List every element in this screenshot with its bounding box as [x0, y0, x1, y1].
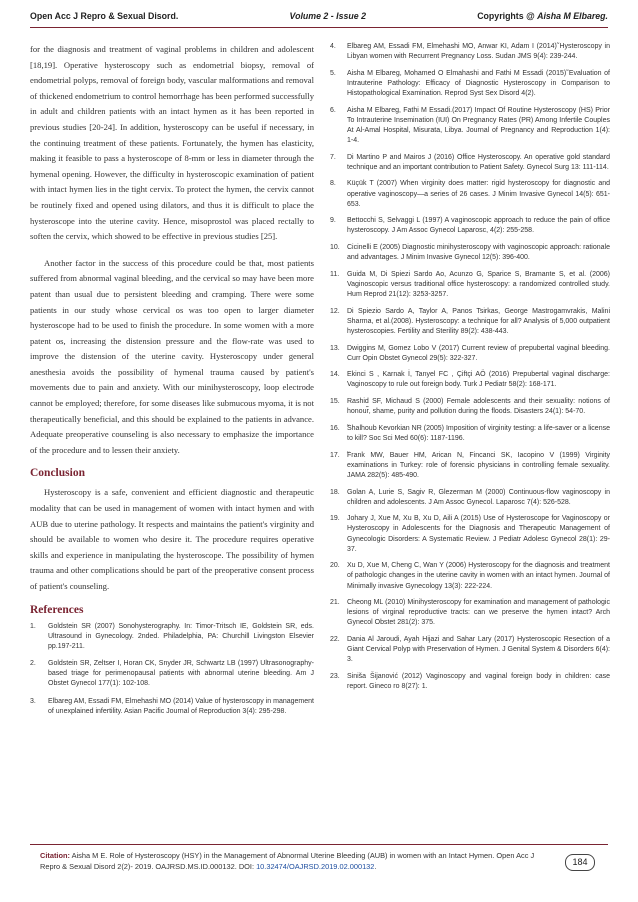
reference-text: Cheong ML (2010) Minihysteroscopy for examination and management of pathologic lesions of virginal reproductive tracts: can we preserve the hymen intact? Arch Gynecol Obstet 281(2): 375. [347, 599, 610, 627]
reference-number: 10. [330, 244, 340, 252]
reference-item [330, 635, 610, 665]
body-paragraph-2: Another factor in the success of this procedure could be that, most patients suffered from abnormal vaginal bleeding, and the cervical so may have been more patent than usual due to persistent bleeding and cramping. There were some patients in our study whose cervical os was too open to larger diameter hysteroscope had to be used to finish the procedure. In some women with a more patent os, increasing the distension pressure and the flow-rate was used to improve the distension of the uterine cavity. Hysteroscopy under general anesthesia avoids the possibility of hymenal trauma caused by patient's movements due to pain and anxiety. With our minihysteroscopy, loop electrode cannot be employed; therefore, for some diseases like submucous myoma, it is not therapeutically beneficial, and this should be explained to the patients in advance. Adequate preoperative counseling is also necessary to emphasize the importance of the procedure and to lessen their anxiety. [30, 257, 314, 455]
reference-number: 2. [30, 660, 36, 668]
reference-text: Goldstein SR, Zeltser I, Horan CK, Snyder JR, Schwartz LB (1997) Ultrasonography-based triage for perimenopausal patients with abnormal uterine bleeding. Am J Obstet Gynecol 177(1): 102-108. [48, 660, 314, 688]
reference-text: Cicinelli E (2005) Diagnostic minihysteroscopy with vaginoscopic approach: rationale and advantages. J Minim Invasive Gynecol 12(5): 396-400. [347, 244, 610, 262]
copyright-author: Aisha M Elbareg. [537, 11, 608, 21]
reference-number: 13. [330, 344, 340, 352]
reference-item [330, 397, 610, 417]
reference-number: 11. [330, 270, 340, 278]
citation-text: Aisha M E. Role of Hysteroscopy (HSY) in the Management of Abnormal Uterine Bleeding (AUB) in women with an Intact Hymen. Open Acc J Repro & Sexual Disord 2(2)- 2019. OAJRSD.MS.ID.000132. DOI: [40, 851, 535, 871]
reference-text: Elbareg AM, Essadi FM, Elmehashi MO, Anwar KI, Adam I (2014)̃ Hysteroscopy in Libyan women with Recurrent Pregnancy Loss. Sudan JMS 9(4): 239-244. [347, 43, 610, 61]
reference-list-left [30, 622, 314, 718]
reference-number: 22. [330, 636, 340, 644]
reference-item [330, 561, 610, 591]
reference-item [330, 598, 610, 628]
page-header [30, 8, 608, 24]
copyright [477, 11, 608, 21]
references-heading: References [30, 603, 84, 616]
reference-text: Rashid SF, Michaud S (2000) Female adolescents and their sexuality: notions of honour̃, shame, purity and pollution during the floods. Disasters 24(1): 54-70. [347, 398, 610, 416]
conclusion-heading: Conclusion [30, 467, 85, 480]
citation-label: Citation: [40, 851, 70, 860]
right-column [330, 42, 610, 699]
reference-text: Siniša Šijanović (2012) Vaginoscopy and vaginal foreign body in children: case report. Gineco ro 8(27): 1. [347, 672, 610, 691]
reference-number: 14. [330, 371, 340, 379]
reference-item [330, 42, 610, 62]
reference-item [30, 622, 314, 652]
reference-item [330, 424, 610, 444]
reference-item [30, 697, 314, 717]
reference-text: Aisha M Elbareg, Mohamed O Elmahashi and Fathi M Essadi (2015)̃ Evaluation of Intrauterine Pathology: Efficacy of Diagnostic Hysteroscopy in Comparison to Histopathological Examination. Reprod Syst Sex Disord 4(2). [347, 69, 610, 97]
reference-number: 9. [330, 217, 336, 225]
reference-number: 6. [330, 106, 336, 114]
reference-item [330, 344, 610, 364]
body-paragraph-1: for the diagnosis and treatment of vaginal problems in children and adolescent [18,19]. Operative hysteroscopy such as endometrial biopsy, removal of endometrial polyps, removal of foreign body, vascular malformations and removal of thickened endometrium to control hemorrhage has been performed successfully in adult and children patients with an intact hymen as it has been reported in previous studies [20-24]. In addition, hysteroscopy can be useful if necessary, in the continuing treatment of these patients. Fortunately, the hymen has elasticity, making it feasible to pass a hysteroscope of 8-mm or less in diameter through the hymenal opening. However, the difficulty in hysteroscopic examination of patient with intact hymen lies in the tight cervix. To protect the hymen, the cervix cannot be routinely fixed and opened using dilators, and thus it is difficult to place the hysteroscope into the uterine cavity. Hence, misoprostol was placed rectally to soften the cervix, which showed to be effective in previous studies [25]. [30, 44, 314, 242]
reference-item [330, 488, 610, 508]
reference-text: ̃Shalhoub Kevorkian NR (2005) Imposition of virginity testing: a life-saver or a license to kill? Soc Sci Med 60(6): 1187-1196. [347, 424, 610, 443]
reference-text: Dwiggins M, Gomez Lobo V (2017) Current review of prepubertal vaginal bleeding. Curr Opin Obstet Gynecol 29(5): 322-327. [347, 344, 610, 362]
reference-number: 23. [330, 672, 340, 680]
reference-text: Goldstein SR (2007) Sonohysterography. In: Timor-Tritsch IE, Goldstein SR, eds. Ultrasound in Gynecology. 2nded. Philadelphia, PA: Churchill Livingston Elsevier pp.197-211. [48, 622, 314, 650]
page-number: 184 [565, 854, 595, 871]
header-divider [30, 27, 608, 28]
reference-item [330, 307, 610, 337]
reference-item [330, 672, 610, 692]
volume-issue: Volume 2 - Issue 2 [289, 11, 366, 21]
reference-text: Johary J, Xue M, Xu B, Xu D, Aili A (2015) Use of Hysteroscope for Vaginoscopy or Hysteroscopy in Adolescents for the Diagnosis and Therapeutic Management of Gynecologic Disorders: A Systematic Review. J Pediatr Adolesc Gynecol 28(1): 29-37. [347, 515, 610, 553]
reference-item [330, 370, 610, 390]
reference-number: 20. [330, 562, 340, 570]
reference-item [330, 153, 610, 173]
footer-divider [30, 844, 608, 845]
citation-block [40, 850, 540, 872]
reference-number: 5. [330, 69, 336, 77]
reference-number: 4. [330, 43, 336, 50]
reference-item [330, 106, 610, 146]
reference-number: 15. [330, 398, 340, 406]
reference-number: 7. [330, 153, 336, 161]
reference-number: 21. [330, 599, 340, 607]
reference-number: 17. [330, 451, 340, 459]
citation-suffix: . [374, 862, 377, 871]
reference-text: Dania Al Jaroudi, Ayah Hijazi and Sahar Lary (2017) Hysteroscopic Resection of a Giant Cervical Polyp with Preservation of Hymen. J Genital System & Disorders 6(4): 3. [347, 636, 610, 664]
reference-list-right [330, 42, 610, 692]
reference-text: Golan A, Lurie S, Sagiv R, Glezerman M (2000) Continuous-flow vaginoscopy in children and adolescents. J Am Assoc Gynecol. Laparosc 7(4): 526-528. [347, 488, 610, 506]
reference-item [330, 179, 610, 209]
reference-item [330, 514, 610, 554]
reference-text: Elbareg AM, Essadi FM, Elmehashi MO (2014) Value of hysteroscopy in management of unexplained infertility. Asian Pacific Journal of Reproduction 3(4): 295-298. [48, 697, 314, 716]
reference-number: 19. [330, 515, 340, 523]
reference-item [330, 270, 610, 300]
reference-number: 1. [30, 622, 36, 630]
reference-number: 3. [30, 697, 36, 705]
reference-item [330, 69, 610, 99]
reference-number: 8. [330, 180, 336, 188]
conclusion-paragraph: Hysteroscopy is a safe, convenient and efficient diagnostic and therapeutic modality that can be used in management of women with intact hymen and with AUB due to uterine pathology. It respects and maintains the patient's virginity and should be available to women who desire it. The procedure requires operative skills and experience in manipulating the hysteroscope. The possibility of hymen trauma and other complications should be part of the preoperative consent process of patient's counseling. [30, 487, 314, 591]
reference-number: 18. [330, 488, 340, 496]
reference-text: Bettocchi S, Selvaggi L (1997) A vaginoscopic approach to reduce the pain of office hysteroscopy. J Am Assoc Gynecol Laparosc, 4(2): 255-258. [347, 217, 610, 235]
left-column [30, 42, 314, 725]
reference-item [330, 451, 610, 481]
reference-text: Küçük T (2007) When virginity does matter: rigid hysteroscopy for diagnostic and operative vaginoscopy—a series of 26 cases. J Minim Invasive Gynecol 14(5): 651-653. [347, 180, 610, 208]
reference-number: 12. [330, 307, 340, 315]
reference-text: Guida M, Di Spiezi Sardo Ao, Acunzo G, Sparice S, Bramante S, et al. (2006) Vaginoscopic versus traditional office hysteroscopy: a randomized controlled study. Hum Reprod 21(12): 3253-3257. [347, 270, 610, 299]
reference-text: ̃Frank MW, Bauer HM, Arican N, Fincanci SK, Iacopino V (1999) Virginity examinations in Turkey: role of forensic physicians in controlling female sexuality. JAMA 282(5): 485-490. [347, 451, 610, 479]
copyright-prefix: Copyrights @ [477, 11, 538, 21]
reference-text: Di Spiezio Sardo A, Taylor A, Panos Tsirkas, George Mastrogamvrakis, Malini Sharma, et al.(2008). Hysteroscopy: a technique for all? Analysis of 5,000 outpatient hysteroscopies. Fertility and Sterility 89(2): 438-443. [347, 307, 610, 335]
reference-text: Xu D, Xue M, Cheng C, Wan Y (2006) Hysteroscopy for the diagnosis and treatment of pathologic changes in the uterine cavity in women with an intact hymen. Journal of Minimally invasive Gynecology 13(3): 222-224. [347, 562, 610, 590]
reference-item [330, 243, 610, 263]
reference-item [330, 216, 610, 236]
reference-item [30, 659, 314, 689]
journal-name: Open Acc J Repro & Sexual Disord. [30, 11, 179, 21]
reference-text: Di Martino P and Mairos J (2016) Office Hysteroscopy. An operative gold standard technique and an important contribution to Patient Safety. Gynecol Surg 13: 111-114. [347, 153, 610, 171]
reference-text: Aisha M Elbareg, Fathi M Essadi.(2017) Impact Of Routine Hysteroscopy (HS) Prior To Intrauterine Insemination (IUI) On Pregnancy Rates (PR) Among Infertile Couples At Al-Amal Hospital, Misurata, Libya. Journal of Pregnancy and Reproduction 1(4): 1-4. [347, 106, 610, 144]
reference-number: 16. [330, 424, 340, 432]
reference-text: Ekinci S , Karnak İ, Tanyel FC , Çiftçi AÖ (2016) Prepubertal vaginal discharge: Vaginoscopy to rule out foreign body. Turk J Pediatr 58(2): 168-171. [347, 371, 610, 389]
doi-link[interactable]: 10.32474/OAJRSD.2019.02.000132 [256, 862, 375, 871]
